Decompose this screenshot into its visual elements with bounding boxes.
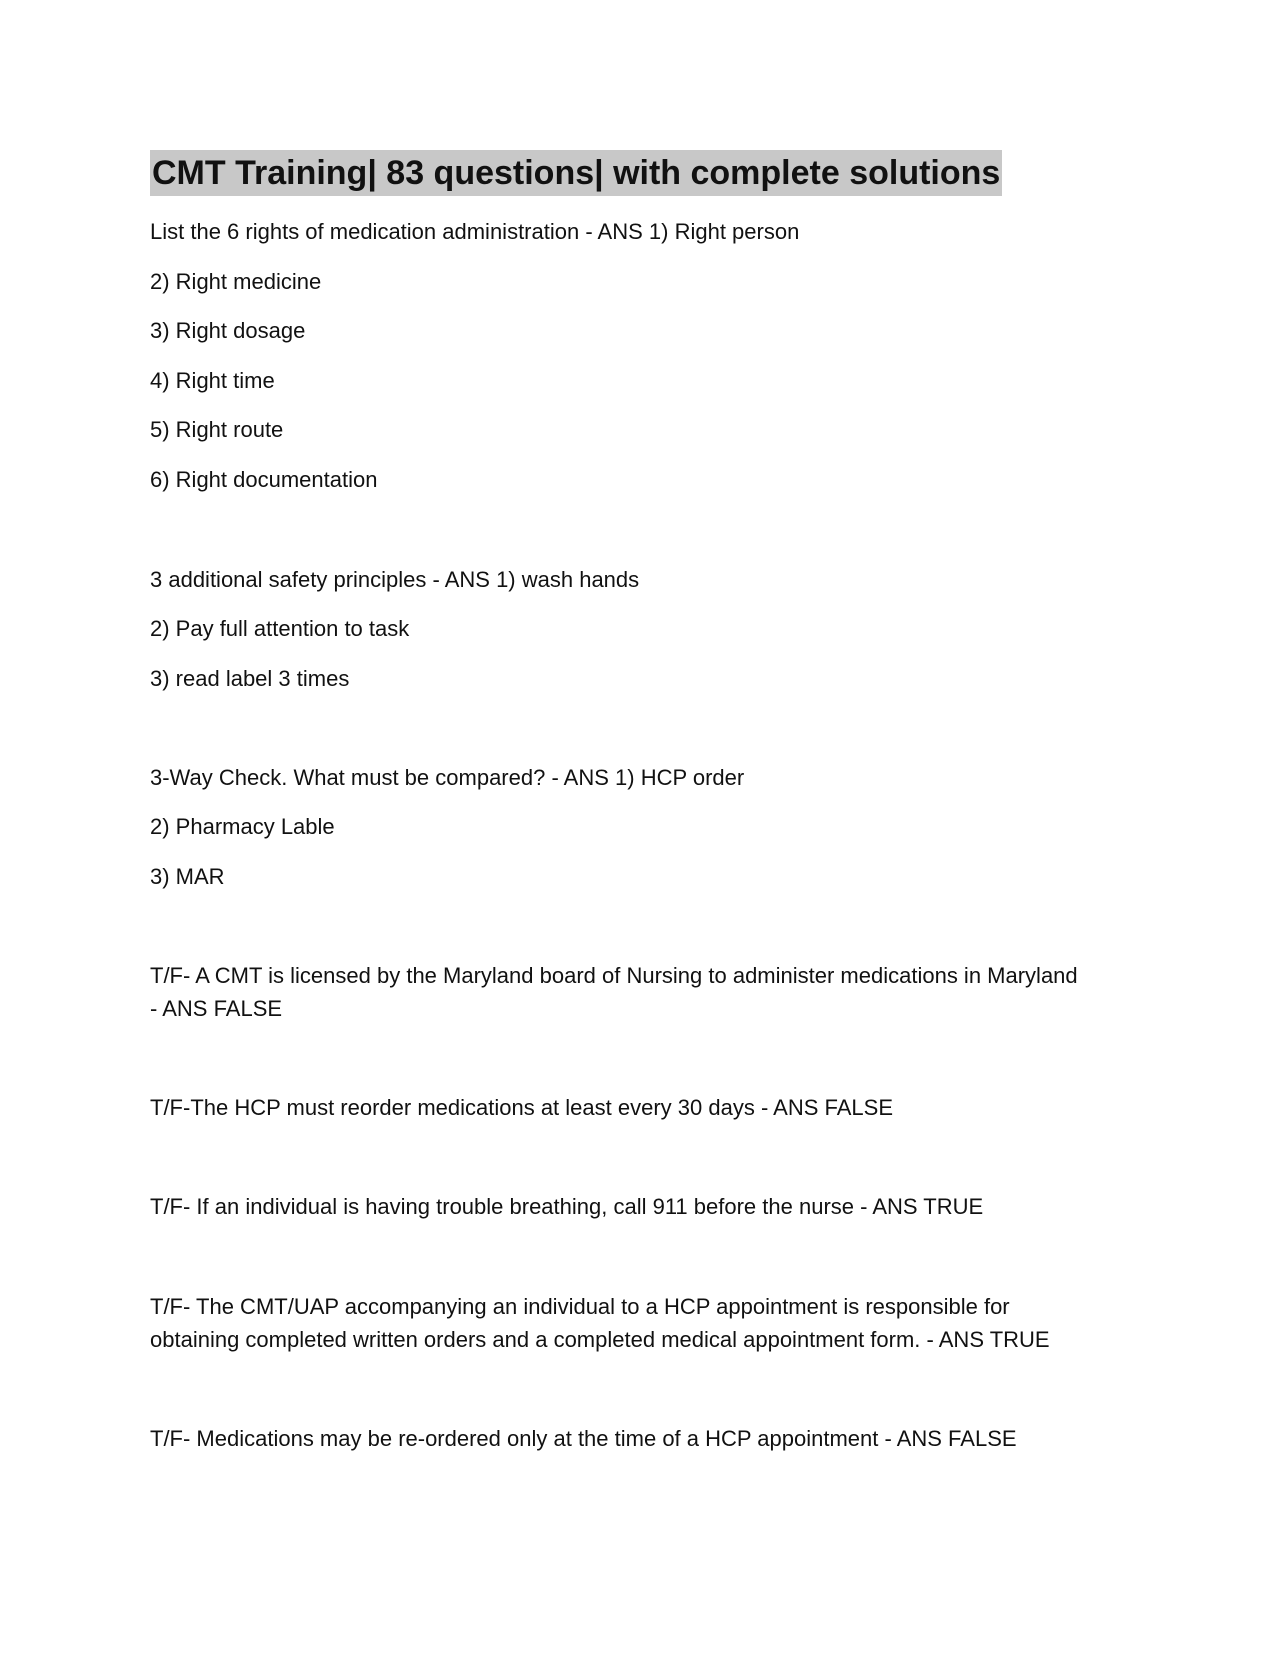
document-line: 3) Right dosage bbox=[150, 318, 306, 343]
document-line: 3 additional safety principles - ANS 1) wash hands bbox=[150, 567, 640, 592]
document-line: T/F-The HCP must reorder medications at least every 30 days - ANS FALSE bbox=[150, 1095, 893, 1120]
document-line: 6) Right documentation bbox=[150, 467, 378, 492]
document-line: 3) MAR bbox=[150, 864, 225, 889]
document-line: 4) Right time bbox=[150, 368, 275, 393]
document-line: List the 6 rights of medication administration - ANS 1) Right person bbox=[150, 219, 800, 244]
document-line: 3) read label 3 times bbox=[150, 666, 350, 691]
document-line: 3-Way Check. What must be compared? - ANS 1) HCP order bbox=[150, 765, 745, 790]
document-line: 2) Right medicine bbox=[150, 269, 322, 294]
document-line: T/F- Medications may be re-ordered only at the time of a HCP appointment - ANS FALSE bbox=[150, 1426, 1017, 1451]
document-line: T/F- The CMT/UAP accompanying an individual to a HCP appointment is responsible for bbox=[150, 1294, 1010, 1319]
document-line: obtaining completed written orders and a completed medical appointment form. - ANS TRUE bbox=[150, 1327, 1050, 1352]
document-line: 2) Pay full attention to task bbox=[150, 616, 410, 641]
document-title: CMT Training| 83 questions| with complete solutions bbox=[150, 150, 1002, 196]
document-line: 2) Pharmacy Lable bbox=[150, 814, 335, 839]
document-line: T/F- If an individual is having trouble breathing, call 911 before the nurse - ANS TRUE bbox=[150, 1194, 984, 1219]
document-line: T/F- A CMT is licensed by the Maryland board of Nursing to administer medications in Maryland bbox=[150, 963, 1078, 988]
document-line: - ANS FALSE bbox=[150, 996, 283, 1021]
document-line: 5) Right route bbox=[150, 417, 284, 442]
